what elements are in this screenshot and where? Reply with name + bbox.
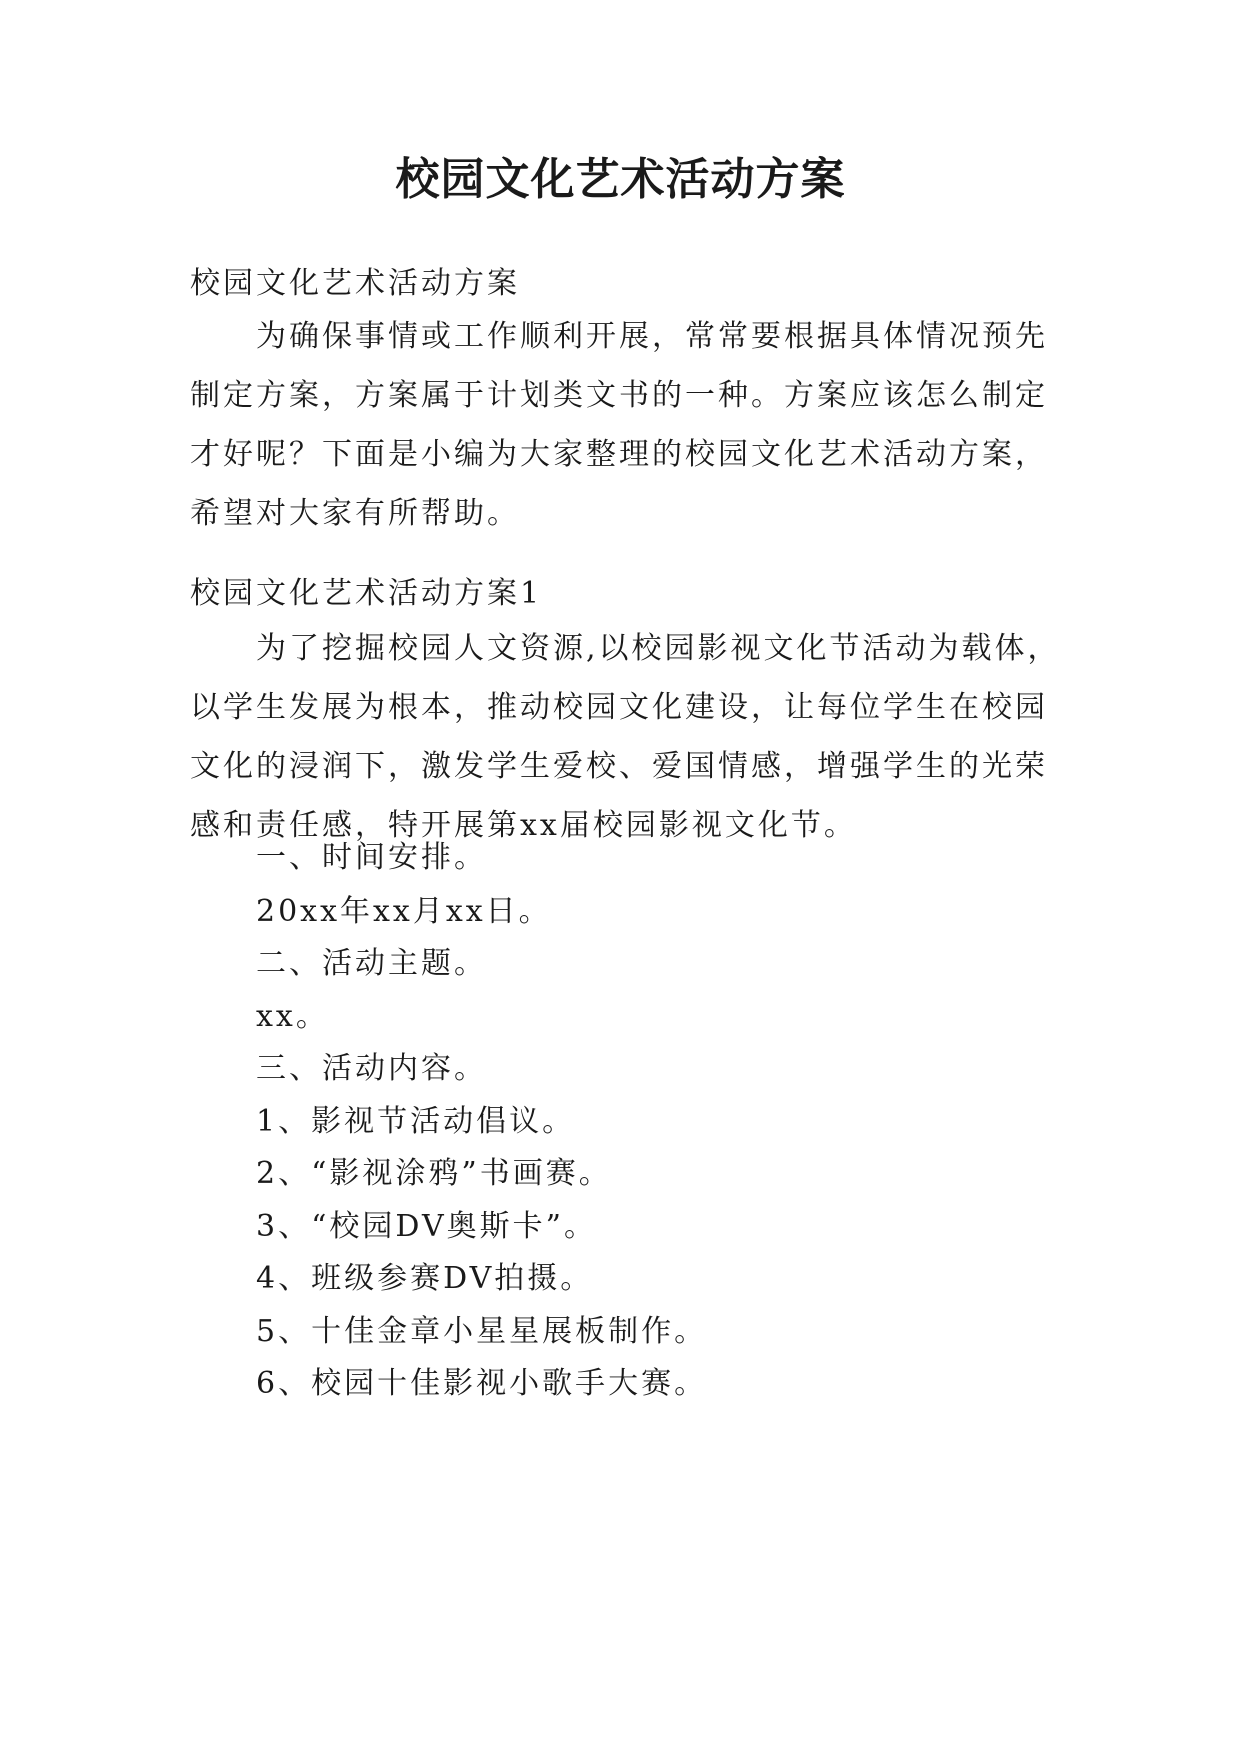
section-paragraph-1: 为了挖掘校园人文资源,以校园影视文化节活动为载体，以学生发展为根本，推动校园文化建设，让每位学生在校园文化的浸润下，激发学生爱校、爱国情感，增强学生的光荣感和责任感，特开展第xx届校园影视文化节。: [190, 631, 1061, 843]
list-item-theme-heading: 二、活动主题。: [256, 946, 487, 981]
list-item-content-4: 4、班级参赛DV拍摄。: [256, 1261, 594, 1296]
list-item-content-heading: 三、活动内容。: [256, 1051, 487, 1086]
intro-paragraph: 为确保事情或工作顺利开展，常常要根据具体情况预先制定方案，方案属于计划类文书的一种。方案应该怎么制定才好呢？下面是小编为大家整理的校园文化艺术活动方案，希望对大家有所帮助。: [190, 319, 1048, 531]
list-item-date: 20xx年xx月xx日。: [256, 894, 552, 929]
document-title: 校园文化艺术活动方案: [395, 154, 846, 205]
intro-heading: 校园文化艺术活动方案: [190, 266, 520, 301]
list-item-content-3: 3、“校园DV奥斯卡”。: [256, 1209, 597, 1244]
list-item-time-heading: 一、时间安排。: [256, 840, 487, 875]
list-item-content-6: 6、校园十佳影视小歌手大赛。: [256, 1366, 708, 1401]
list-item-theme: xx。: [256, 999, 329, 1034]
list-item-content-2: 2、“影视涂鸦”书画赛。: [256, 1156, 612, 1191]
section-heading-1: 校园文化艺术活动方案1: [190, 576, 543, 611]
list-item-content-5: 5、十佳金章小星星展板制作。: [256, 1314, 708, 1349]
list-item-content-1: 1、影视节活动倡议。: [256, 1104, 576, 1139]
